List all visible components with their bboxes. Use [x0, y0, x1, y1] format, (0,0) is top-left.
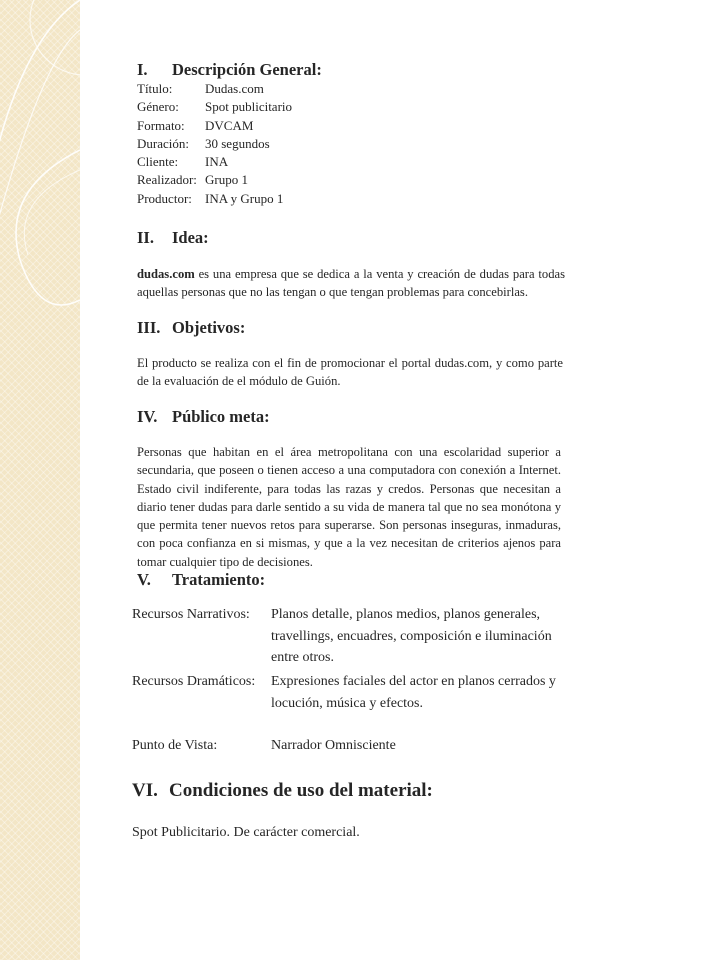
section-title: Condiciones de uso del material:	[169, 780, 433, 801]
field-label: Cliente:	[137, 154, 179, 170]
field-row	[137, 80, 292, 98]
decorative-curves	[0, 0, 80, 960]
section-number: I.	[137, 60, 148, 79]
section-heading-condiciones	[132, 780, 433, 802]
general-fields	[137, 80, 292, 208]
section-heading-tratamiento	[137, 570, 265, 590]
field-row	[137, 153, 292, 171]
tratamiento-value-narrativos: Planos detalle, planos medios, planos generales, travellings, encuadres, composición e iluminación entre otros.	[271, 607, 552, 665]
field-label: Productor:	[137, 190, 192, 206]
field-label: Género:	[137, 99, 179, 115]
tratamiento-label-dramaticos: Recursos Dramáticos:	[132, 674, 256, 689]
field-label: Duración:	[137, 135, 189, 151]
field-value: 30 segundos	[205, 135, 270, 151]
section-title: Descripción General:	[172, 60, 322, 79]
section-title: Público meta:	[172, 407, 270, 426]
tratamiento-label-narrativos: Recursos Narrativos:	[132, 607, 250, 622]
field-value: INA y Grupo 1	[205, 190, 284, 206]
objetivos-paragraph: El producto se realiza con el fin de promocionar el portal dudas.com, y como parte de la evaluación de el módulo de Guión.	[137, 356, 563, 389]
section-number: V.	[137, 570, 151, 589]
document-page	[80, 0, 720, 960]
brand-name: dudas.com	[137, 267, 195, 281]
condiciones-text: Spot Publicitario. De carácter comercial.	[132, 825, 360, 840]
field-value: Spot publicitario	[205, 99, 293, 115]
tratamiento-value-dramaticos: Expresiones faciales del actor en planos cerrados y locución, música y efectos.	[271, 674, 556, 711]
field-row	[137, 117, 292, 135]
section-heading-publico	[137, 407, 270, 427]
idea-paragraph	[137, 265, 565, 302]
tratamiento-value-punto-de-vista: Narrador Omnisciente	[271, 738, 396, 753]
section-number: III.	[137, 318, 161, 337]
tratamiento-label-punto-de-vista: Punto de Vista:	[132, 738, 218, 753]
field-label: Formato:	[137, 117, 185, 133]
field-row	[137, 98, 292, 116]
field-row	[137, 190, 292, 208]
section-title: Tratamiento:	[172, 570, 266, 589]
section-title: Objetivos:	[172, 318, 246, 337]
section-number: VI.	[132, 780, 158, 801]
field-row	[137, 135, 292, 153]
decorative-sidebar	[0, 0, 80, 960]
field-label: Título:	[137, 81, 173, 96]
field-value: INA	[205, 154, 229, 170]
section-heading-idea	[137, 228, 209, 248]
field-value: Grupo 1	[205, 172, 248, 188]
section-number: IV.	[137, 407, 158, 426]
section-heading-objetivos	[137, 318, 245, 338]
section-heading-general	[137, 60, 322, 80]
section-title: Idea:	[172, 228, 209, 247]
section-number: II.	[137, 228, 154, 247]
idea-text: es una empresa que se dedica a la venta y creación de dudas para todas aquellas personas que no las tengan o que tengan problemas para concebirlas.	[137, 267, 565, 300]
field-value: Dudas.com	[205, 81, 264, 96]
field-row	[137, 171, 292, 189]
field-value: DVCAM	[205, 117, 254, 133]
publico-paragraph: Personas que habitan en el área metropolitana con una escolaridad superior a secundaria, que poseen o tienen acceso a una computadora con conexión a Internet. Estado civil indiferente, para todas las razas y credos. Personas que necesitan a diario tener dudas para darle sentido a su vida de manera tal que no sea monótona y que permita tener nuevos retos para superarse. Son personas inseguras, inmaduras, con poca confianza en si mismas, y que a la vez necesitan de criterios ajenos para tomar cualquier tipo de decisiones.	[137, 445, 561, 569]
field-label: Realizador:	[137, 172, 197, 188]
